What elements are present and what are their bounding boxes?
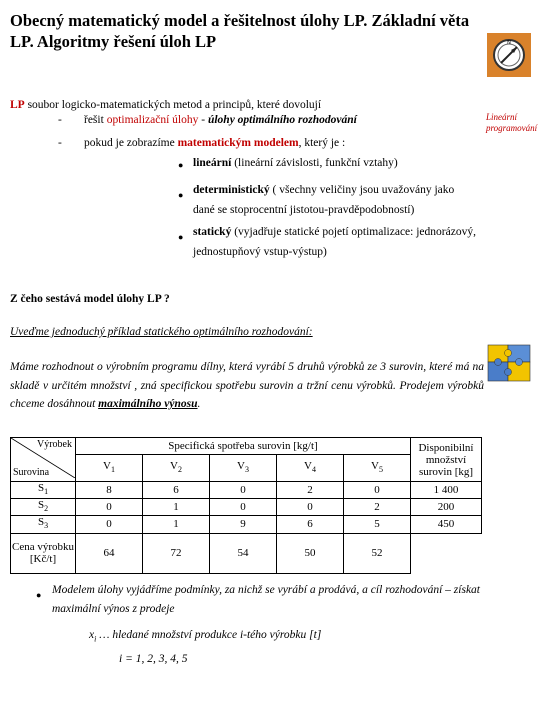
table-row-price: Cena výrobku [Kč/t] 64 72 54 50 52 bbox=[11, 533, 482, 573]
property-item: ● deterministický ( všechny veličiny jsou uvažovány jako dané se stoprocentní jistotou-pravděpodobností) bbox=[178, 184, 455, 216]
table-group-header: Specifická spotřeba surovin [kg/t] bbox=[76, 438, 411, 455]
dash-item-2: - pokud je zobrazíme matematickým modelem, který je : bbox=[58, 137, 346, 149]
math-model-term: matematickým modelem bbox=[177, 137, 299, 149]
model-bullet: ● Modelem úlohy vyjádříme podmínky, za nichž se vyrábí a prodává, a cíl rozhodování – získat maximální výnos z prodeje bbox=[36, 584, 480, 615]
side-note: Lineární programování bbox=[486, 112, 538, 133]
svg-text:N: N bbox=[507, 40, 511, 46]
model-text: Modelem úlohy vyjádříme podmínky, za nichž se vyrábí a prodává, a cíl rozhodování – získat maximální výnos z prodeje bbox=[52, 584, 480, 615]
property-item: ● statický (vyjadřuje statické pojetí optimalizace: jednorázový, jednostupňový vstup-výstup) bbox=[178, 226, 476, 258]
property-item: ● lineární (lineární závislosti, funkční vztahy) bbox=[178, 157, 398, 170]
dash-item-1: - řešit optimalizační úlohy - úlohy optimálního rozhodování bbox=[58, 114, 357, 126]
lp-abbrev: LP bbox=[10, 99, 25, 111]
page-title: Obecný matematický model a řešitelnost úlohy LP. Základní věta LP. Algoritmy řešení úloh LP bbox=[10, 11, 470, 51]
table-header-product: $V_1$ bbox=[76, 455, 143, 482]
variable-definition: $x_i$ … hledané množství produkce i-tého výrobku [t] bbox=[89, 629, 322, 644]
table-header-product: $V_5$ bbox=[344, 455, 411, 482]
table-row: $S_3$ 0 1 9 6 5 450 bbox=[11, 516, 482, 533]
optimal-decision-term: úlohy optimálního rozhodování bbox=[207, 114, 357, 126]
puzzle-icon bbox=[486, 343, 532, 383]
intro-text: soubor logicko-matematických metod a principů, které dovolují bbox=[24, 99, 322, 111]
intro-line bbox=[10, 98, 480, 112]
section-question: Z čeho sestává model úlohy LP ? bbox=[10, 293, 170, 305]
table-header-product: $V_4$ bbox=[277, 455, 344, 482]
compass-icon bbox=[487, 33, 531, 77]
example-heading: Uveďme jednoduchý příklad statického optimálního rozhodování: bbox=[10, 326, 313, 338]
index-range: i = 1, 2, 3, 4, 5 bbox=[119, 653, 188, 665]
table-avail-header: Disponibilní množství surovin [kg] bbox=[411, 438, 482, 482]
example-text: Máme rozhodnout o výrobním programu dílny, která vyrábí 5 druhů výrobků ze 3 surovin, které má na skladě v určitém množství , zná specifickou spotřebu surovin a tržní cenu výrobků. Prodejem výrobků chceme dosáhnout maximálního výnosu. bbox=[10, 361, 484, 410]
table-row: $S_1$ 8 6 0 2 0 1 400 bbox=[11, 482, 482, 499]
optimization-term: optimalizační úlohy bbox=[106, 114, 199, 126]
consumption-table bbox=[10, 437, 482, 574]
table-header-product: $V_3$ bbox=[210, 455, 277, 482]
table-row: $S_2$ 0 1 0 0 2 200 bbox=[11, 499, 482, 516]
table-corner: Výrobek Surovina bbox=[11, 438, 76, 482]
table-header-product: $V_2$ bbox=[143, 455, 210, 482]
